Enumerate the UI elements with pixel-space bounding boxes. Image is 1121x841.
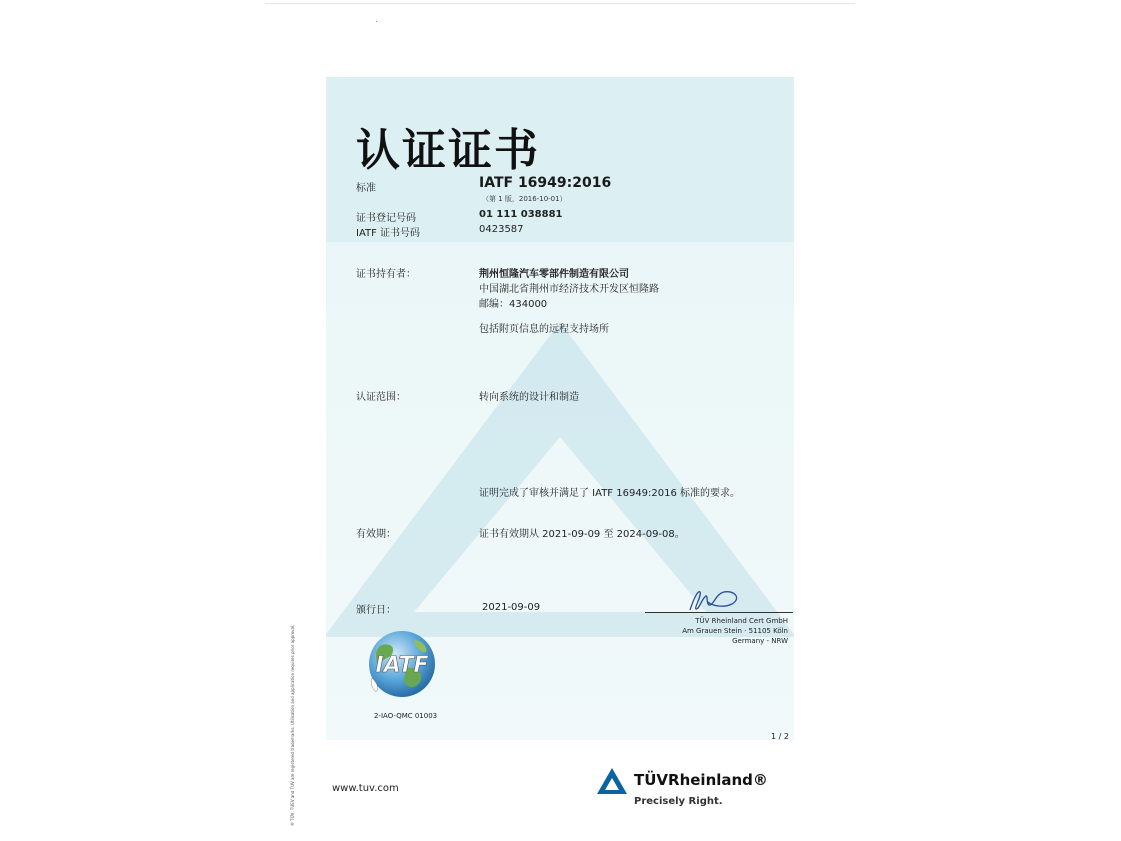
iatf-office-code: 2-IAO-QMC 01003 xyxy=(374,712,438,720)
issuer-country: Germany - NRW xyxy=(732,637,788,645)
validity-label: 有效期： xyxy=(356,529,396,540)
holder-postcode: 邮编：434000 xyxy=(479,299,548,310)
iatf-logo-text: IATF xyxy=(375,653,429,678)
scope-label: 认证范围： xyxy=(356,392,406,403)
page-number: 1 / 2 xyxy=(771,732,789,741)
iatf-globe-logo xyxy=(358,628,448,698)
holder-label: 证书持有者： xyxy=(356,269,416,280)
issuer-street: Am Grauen Stein · 51105 Köln xyxy=(682,627,788,635)
scan-speck xyxy=(376,21,377,22)
scan-edge-line xyxy=(265,3,855,4)
iatf-number-value: 0423587 xyxy=(479,224,524,235)
compliance-statement: 证明完成了审核并满足了 IATF 16949:2016 标准的要求。 xyxy=(479,488,741,499)
trademark-note: ® TÜV, TUEV and TUV are registered trademarks. Utilisation and application requires prior approval. xyxy=(290,624,295,826)
tuv-slogan: Precisely Right. xyxy=(634,796,723,807)
issue-date-value: 2021-09-09 xyxy=(482,602,541,613)
holder-address: 中国湖北省荆州市经济技术开发区恒隆路 xyxy=(479,284,659,295)
registration-value: 01 111 038881 xyxy=(479,209,563,220)
standard-edition: （第 1 版，2016-10-01） xyxy=(482,195,567,203)
issuer-name: TÜV Rheinland Cert GmbH xyxy=(695,617,788,625)
website-link[interactable]: www.tuv.com xyxy=(332,783,399,794)
standard-label: 标准 xyxy=(356,183,376,194)
signature-line xyxy=(645,612,793,613)
holder-name: 荆州恒隆汽车零部件制造有限公司 xyxy=(479,269,629,280)
remote-sites-note: 包括附页信息的远程支持场所 xyxy=(479,324,609,335)
issue-date-label: 颁行日： xyxy=(356,605,396,616)
registration-label: 证书登记号码 xyxy=(356,213,416,224)
standard-value: IATF 16949:2016 xyxy=(479,175,612,191)
signature xyxy=(684,586,744,614)
validity-value: 证书有效期从 2021-09-09 至 2024-09-08。 xyxy=(479,529,685,540)
tuv-triangle-logo-icon xyxy=(596,767,628,795)
tuv-brand-name: TÜVRheinland® xyxy=(634,771,768,789)
certificate-title: 认证证书 xyxy=(356,125,540,176)
iatf-number-label: IATF 证书号码 xyxy=(356,228,421,239)
scope-value: 转向系统的设计和制造 xyxy=(479,392,579,403)
